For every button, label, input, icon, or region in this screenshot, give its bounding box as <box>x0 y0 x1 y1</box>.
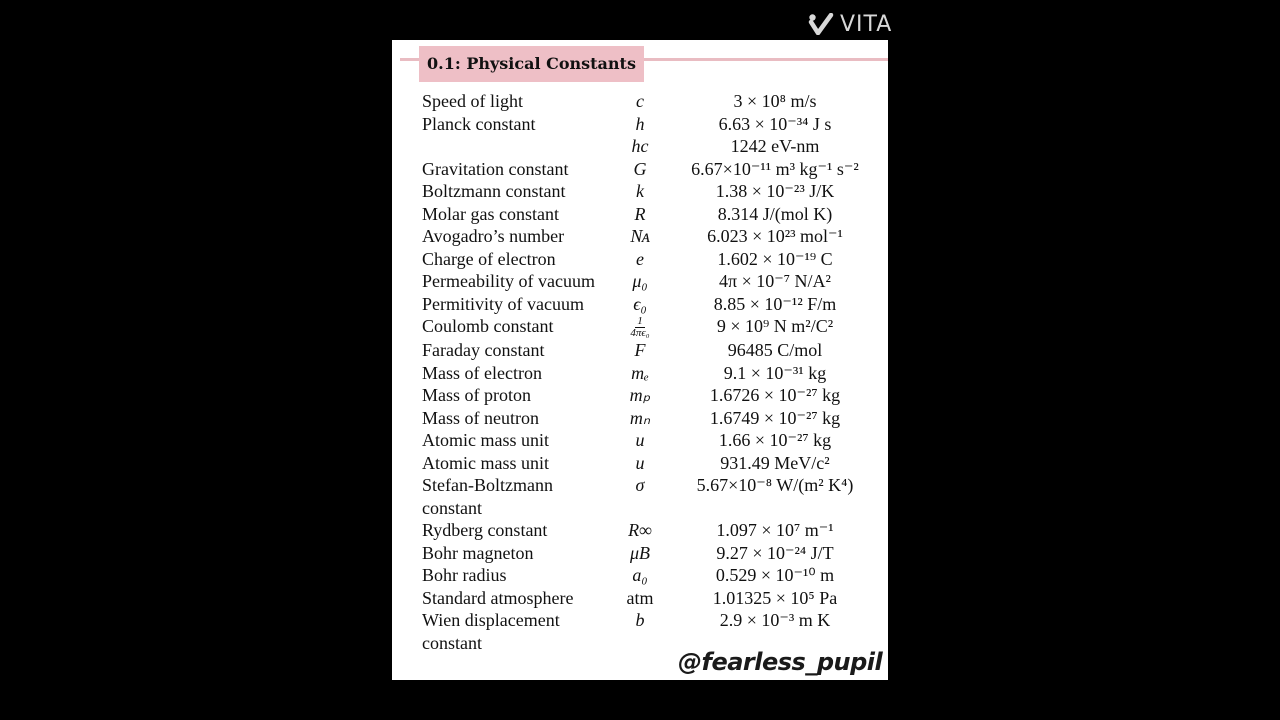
constant-name: Molar gas constant <box>422 203 559 224</box>
constant-name: Atomic mass unit <box>422 430 549 451</box>
constant-symbol: u <box>635 430 645 451</box>
constant-symbol: F <box>634 340 646 361</box>
constant-symbol: c <box>636 91 644 111</box>
constant-value: 1.602 × 10⁻¹⁹ C <box>717 248 833 269</box>
constant-name: Avogadro’s number <box>422 226 565 246</box>
constant-value: 931.49 MeV/c² <box>720 452 830 473</box>
constant-value: 9.1 × 10⁻³¹ kg <box>723 362 827 383</box>
constant-value: 1.097 × 10⁷ m⁻¹ <box>716 520 834 541</box>
constant-name: Bohr magneton <box>422 542 534 563</box>
constant-symbol: e <box>636 248 644 269</box>
table-row <box>422 180 882 203</box>
fraction-denominator: 4πϵ₀ <box>630 327 650 340</box>
constant-name: Mass of electron <box>422 362 542 383</box>
constant-name: Boltzmann constant <box>422 181 566 201</box>
constant-value: 4π × 10⁻⁷ N/A² <box>719 271 831 291</box>
constant-symbol: k <box>636 181 644 201</box>
constant-value: 5.67×10⁻⁸ W/(m² K⁴) <box>696 475 854 496</box>
constant-symbol: ϵ₀ <box>633 293 647 314</box>
vita-logo <box>808 10 892 38</box>
vita-logo-icon <box>808 13 834 35</box>
table-row <box>422 452 882 475</box>
watermark: @fearless_pupil <box>678 648 883 676</box>
constant-symbol: mₚ <box>629 385 651 406</box>
table-row <box>422 429 882 452</box>
constant-symbol: μ₀ <box>632 271 648 291</box>
constant-name: Standard atmosphere <box>422 587 574 608</box>
constant-name: Speed of light <box>422 91 523 111</box>
constant-name <box>422 135 612 158</box>
constants-table <box>422 90 882 654</box>
constant-value: 3 × 10⁸ m/s <box>733 91 817 111</box>
table-row <box>422 542 882 565</box>
constant-symbol: R∞ <box>628 520 652 541</box>
constant-name: Planck constant <box>422 113 536 134</box>
constant-value: 0.529 × 10⁻¹⁰ m <box>715 565 835 586</box>
constant-value: 6.67×10⁻¹¹ m³ kg⁻¹ s⁻² <box>691 158 859 179</box>
constant-value: 1.6749 × 10⁻²⁷ kg <box>709 407 841 428</box>
constant-value: 1242 eV-nm <box>730 136 820 156</box>
constant-value: 1.38 × 10⁻²³ J/K <box>715 181 835 201</box>
table-row <box>422 384 882 407</box>
constant-value: 8.314 J/(mol K) <box>717 203 833 224</box>
constant-name: Atomic mass unit <box>422 452 549 473</box>
constant-value: 96485 C/mol <box>727 340 823 361</box>
constant-symbol: μB <box>629 542 651 563</box>
constant-value: 1.6726 × 10⁻²⁷ kg <box>709 385 841 406</box>
constant-symbol: h <box>635 113 645 134</box>
constant-name: Wien displacement constant <box>422 610 560 653</box>
table-row <box>422 407 882 430</box>
constant-name: Faraday constant <box>422 340 545 361</box>
constant-name: Charge of electron <box>422 248 556 269</box>
vita-logo-text: VITA <box>840 11 893 37</box>
constant-name: Gravitation constant <box>422 158 569 179</box>
constant-symbol: b <box>635 610 645 631</box>
constant-value: 1.66 × 10⁻²⁷ kg <box>718 430 832 451</box>
constant-name: Stefan-Boltzmann constant <box>422 475 553 518</box>
fraction-symbol <box>630 316 649 339</box>
constant-value: 9.27 × 10⁻²⁴ J/T <box>716 542 834 563</box>
constant-symbol: mₑ <box>631 362 649 383</box>
constant-symbol: σ <box>635 475 645 496</box>
constant-symbol: hc <box>631 136 649 156</box>
table-row <box>422 135 882 158</box>
constant-name: Permeability of vacuum <box>422 271 595 291</box>
table-row <box>422 293 882 316</box>
constant-symbol: a₀ <box>632 565 648 586</box>
constant-name: Mass of proton <box>422 385 531 406</box>
constant-value: 8.85 × 10⁻¹² F/m <box>713 293 837 314</box>
constant-symbol <box>612 315 668 339</box>
constant-symbol: R <box>634 203 646 224</box>
constant-symbol: mₙ <box>629 407 651 428</box>
constant-name: Bohr radius <box>422 565 507 586</box>
table-row <box>422 113 882 136</box>
constant-value: 9 × 10⁹ N m²/C² <box>716 316 834 336</box>
table-row <box>422 339 882 362</box>
table-row <box>422 90 882 113</box>
section-title: 0.1: Physical Constants <box>419 46 644 82</box>
constant-value: 6.023 × 10²³ mol⁻¹ <box>707 226 843 246</box>
document-page <box>392 40 888 680</box>
table-row <box>422 315 882 339</box>
constant-symbol: G <box>633 158 647 179</box>
table-row <box>422 362 882 385</box>
constant-symbol: atm <box>626 587 654 608</box>
table-row <box>422 564 882 587</box>
constant-value: 2.9 × 10⁻³ m K <box>719 610 831 631</box>
constant-name: Mass of neutron <box>422 407 539 428</box>
constant-value: 1.01325 × 10⁵ Pa <box>712 587 838 608</box>
constant-name: Permitivity of vacuum <box>422 293 584 314</box>
table-row <box>422 248 882 271</box>
constant-name: Coulomb constant <box>422 316 554 336</box>
constant-value: 6.63 × 10⁻³⁴ J s <box>718 113 832 134</box>
table-row <box>422 270 882 293</box>
table-row <box>422 474 882 519</box>
table-row <box>422 225 882 248</box>
table-row <box>422 587 882 610</box>
constant-symbol: Nᴀ <box>630 226 650 246</box>
fraction-numerator: 1 <box>637 315 643 328</box>
constant-name: Rydberg constant <box>422 520 548 541</box>
table-row <box>422 203 882 226</box>
table-row <box>422 158 882 181</box>
table-row <box>422 519 882 542</box>
constant-symbol: u <box>635 452 645 473</box>
